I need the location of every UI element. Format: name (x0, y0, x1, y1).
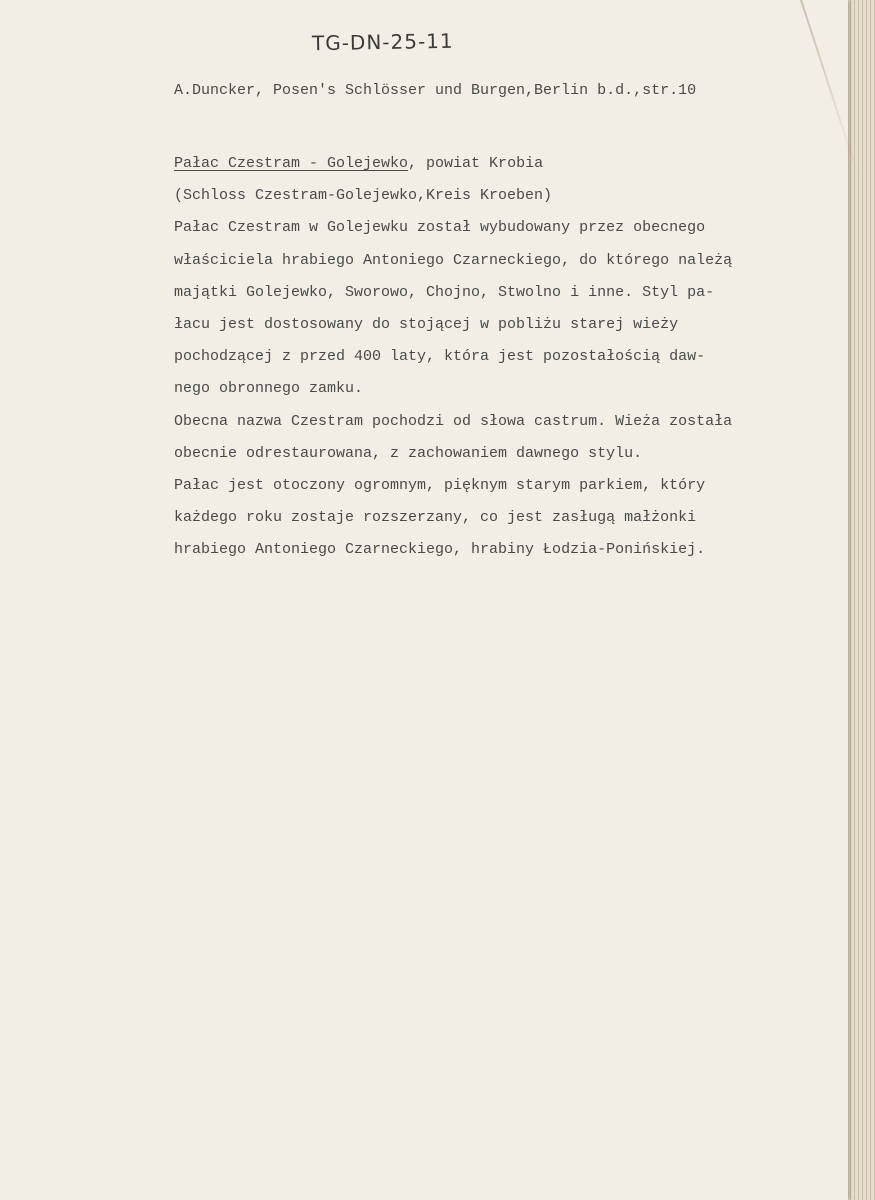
text-line: nego obronnego zamku. (174, 380, 364, 398)
heading-rest: , powiat Krobia (408, 155, 544, 172)
source-citation: A.Duncker, Posen's Schlösser und Burgen,Berlin b.d.,str.10 (174, 82, 697, 99)
text-line: łacu jest dostosowany do stojącej w pobliżu starej wieży (174, 315, 679, 333)
heading-line (174, 148, 834, 180)
text-line: Obecna nazwa Czestram pochodzi od słowa castrum. Wieża została (174, 412, 733, 430)
handwritten-reference-number: TG-DN-25-11 (311, 28, 454, 56)
text-line: Pałac Czestram w Golejewku został wybudowany przez obecnego (174, 219, 706, 237)
text-line: hrabiego Antoniego Czarneckiego, hrabiny Łodzia-Ponińskiej. (174, 541, 706, 559)
text-line: (Schloss Czestram-Golejewko,Kreis Kroeben) (174, 187, 553, 205)
text-line: obecnie odrestaurowana, z zachowaniem dawnego stylu. (174, 444, 643, 462)
text-line: Pałac jest otoczony ogromnym, pięknym starym parkiem, który (174, 476, 706, 494)
text-line: każdego roku zostaje rozszerzany, co jest zasługą małżonki (174, 509, 697, 527)
text-line: majątki Golejewko, Sworowo, Chojno, Stwolno i inne. Styl pa- (174, 283, 715, 301)
heading-title: Pałac Czestram - Golejewko (174, 155, 409, 172)
text-line: właściciela hrabiego Antoniego Czarneckiego, do którego należą (174, 251, 733, 269)
document-body (174, 148, 834, 566)
text-line: pochodzącej z przed 400 laty, która jest pozostałością daw- (174, 348, 706, 366)
